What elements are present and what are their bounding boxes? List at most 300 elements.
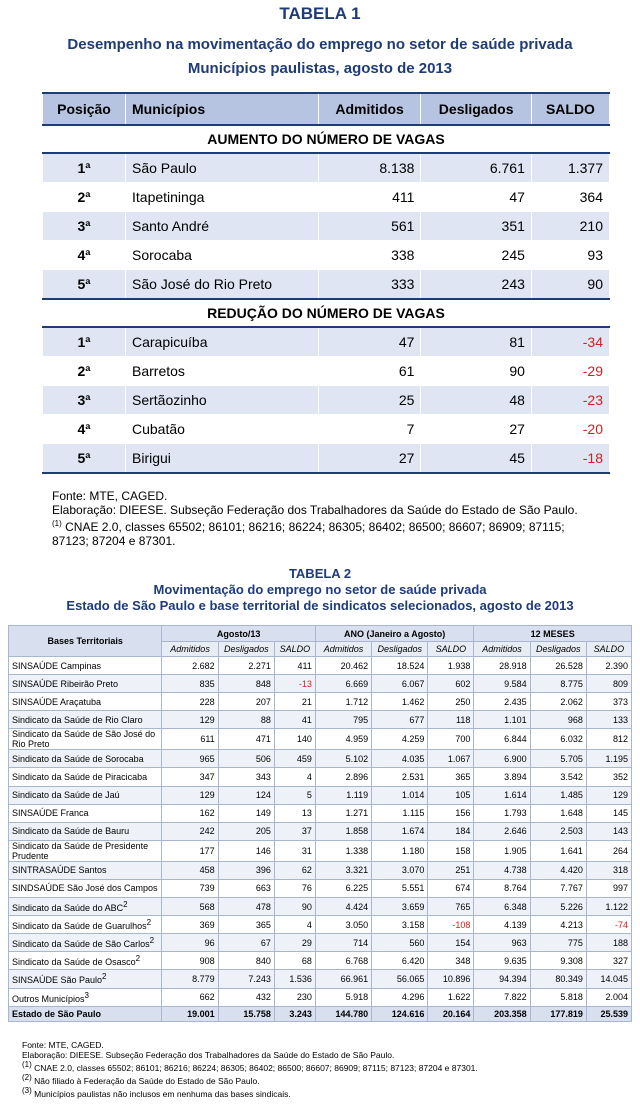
value-cell: 662: [162, 988, 218, 1006]
balance-cell: -20: [531, 415, 609, 444]
value-cell: 365: [218, 916, 274, 934]
balance-cell: 1.377: [531, 153, 609, 183]
value-cell: 143: [586, 822, 631, 840]
value-cell: 471: [218, 729, 274, 750]
table1-title: TABELA 1: [279, 4, 361, 23]
value-cell: 5.226: [530, 898, 586, 916]
value-cell: 177: [162, 840, 218, 861]
table-row: [9, 879, 632, 897]
footnote-text: CNAE 2.0, classes 65502; 86101; 86216; 86224; 86305; 86402; 86500; 86607; 86909; 87115;: [61, 520, 565, 534]
header-admitted: Admitidos: [318, 93, 421, 125]
table-row: [43, 183, 610, 212]
table-row: [9, 898, 632, 916]
territorial-base-cell: [9, 952, 162, 970]
territorial-base-name: Sindicato da Saúde de Osasco: [12, 957, 136, 968]
territorial-base-cell: [9, 729, 162, 750]
value-cell: 5: [274, 786, 315, 804]
value-cell: 264: [586, 840, 631, 861]
value-cell: 1.485: [530, 786, 586, 804]
territorial-base-cell: [9, 711, 162, 729]
table-row: [43, 444, 610, 474]
value-cell: -13: [274, 675, 315, 693]
position-cell: 1ª: [43, 153, 126, 183]
value-cell: 6.067: [372, 675, 428, 693]
territorial-base-name: Sindicato da Saúde de Bauru: [12, 826, 130, 837]
value-cell: 7.243: [218, 970, 274, 988]
value-cell: 251: [428, 861, 474, 879]
footnote-mark: (1): [52, 519, 62, 528]
value-cell: 1.122: [586, 898, 631, 916]
footnote-mark: 2: [123, 900, 128, 910]
table2-footnote-2: [22, 1073, 622, 1086]
table-row: [43, 212, 610, 241]
value-cell: 2.503: [530, 822, 586, 840]
territorial-base-cell: [9, 970, 162, 988]
territorial-base-name: Sindicato da Saúde de Sorocaba: [12, 753, 144, 764]
value-cell: 5.705: [530, 750, 586, 768]
value-cell: 506: [218, 750, 274, 768]
admitted-cell: 8.138: [318, 153, 421, 183]
value-cell: 840: [218, 952, 274, 970]
header-group-august: Agosto/13: [162, 626, 315, 642]
subheader-balance: SALDO: [586, 642, 631, 657]
header-group-12-months: 12 MESES: [474, 626, 632, 642]
value-cell: 5.818: [530, 988, 586, 1006]
table2-title-block: [0, 566, 640, 614]
value-cell: 348: [428, 952, 474, 970]
value-cell: 963: [474, 934, 530, 952]
value-cell: 1.938: [428, 657, 474, 675]
balance-cell: -29: [531, 357, 609, 386]
value-cell: 184: [428, 822, 474, 840]
dismissed-cell: 351: [421, 212, 531, 241]
territorial-base-cell: [9, 804, 162, 822]
value-cell: 3.542: [530, 768, 586, 786]
table-row: [9, 675, 632, 693]
value-cell: 2.896: [315, 768, 371, 786]
value-cell: 812: [586, 729, 631, 750]
admitted-cell: 27: [318, 444, 421, 474]
value-cell: 8.779: [162, 970, 218, 988]
table-row: [43, 357, 610, 386]
value-cell: 162: [162, 804, 218, 822]
territorial-base-cell: [9, 675, 162, 693]
table-row: [43, 415, 610, 444]
value-cell: 968: [530, 711, 586, 729]
value-cell: 6.669: [315, 675, 371, 693]
value-cell: 4.424: [315, 898, 371, 916]
territorial-base-name: SINSAÚDE Araçatuba: [12, 696, 102, 707]
position-cell: 4ª: [43, 415, 126, 444]
table1-subtitle-2: Municípios paulistas, agosto de 2013: [187, 60, 453, 77]
value-cell: 8.775: [530, 675, 586, 693]
subheader-balance: SALDO: [428, 642, 474, 657]
value-cell: 775: [530, 934, 586, 952]
footnote-mark: 2: [135, 954, 141, 964]
value-cell: 1.674: [372, 822, 428, 840]
value-cell: 5.102: [315, 750, 371, 768]
balance-cell: -18: [531, 444, 609, 474]
value-cell: -74: [586, 916, 631, 934]
value-cell: 3.158: [372, 916, 428, 934]
value-cell: 26.528: [530, 657, 586, 675]
value-cell: 18.524: [372, 657, 428, 675]
table2-notes: [22, 1040, 622, 1098]
header-dismissed: Desligados: [421, 93, 531, 125]
territorial-base-cell: [9, 861, 162, 879]
value-cell: 88: [218, 711, 274, 729]
value-cell: 5.918: [315, 988, 371, 1006]
value-cell: 2.062: [530, 693, 586, 711]
footnote-mark: 3: [84, 990, 89, 1000]
value-cell: 41: [274, 711, 315, 729]
table-row: [9, 804, 632, 822]
table1: [42, 92, 610, 474]
value-cell: 129: [586, 786, 631, 804]
value-cell: 21: [274, 693, 315, 711]
total-value-cell: 124.616: [372, 1006, 428, 1021]
table2-title: TABELA 2: [288, 566, 352, 581]
balance-cell: -34: [531, 327, 609, 357]
value-cell: 1.462: [372, 693, 428, 711]
value-cell: 14.045: [586, 970, 631, 988]
table1-container: [42, 92, 610, 474]
value-cell: 1.536: [274, 970, 315, 988]
value-cell: 28.918: [474, 657, 530, 675]
value-cell: 458: [162, 861, 218, 879]
table-row: [43, 386, 610, 415]
value-cell: 6.032: [530, 729, 586, 750]
value-cell: 1.622: [428, 988, 474, 1006]
section-increase: [43, 125, 610, 153]
dismissed-cell: 27: [421, 415, 531, 444]
table2-subtitle-2: Estado de São Paulo e base territorial de sindicatos selecionados, agosto de 2013: [66, 598, 574, 613]
value-cell: 228: [162, 693, 218, 711]
municipality-cell: Santo André: [126, 212, 319, 241]
value-cell: 3.659: [372, 898, 428, 916]
position-cell: 2ª: [43, 183, 126, 212]
territorial-base-cell: [9, 750, 162, 768]
value-cell: 2.004: [586, 988, 631, 1006]
value-cell: 149: [218, 804, 274, 822]
value-cell: 56.065: [372, 970, 428, 988]
value-cell: 4.420: [530, 861, 586, 879]
value-cell: 1.119: [315, 786, 371, 804]
table-row: [9, 916, 632, 934]
value-cell: 1.905: [474, 840, 530, 861]
table2-subtitle-1: Movimentação do emprego no setor de saúde privada: [153, 582, 487, 597]
value-cell: 188: [586, 934, 631, 952]
territorial-base-cell: [9, 822, 162, 840]
value-cell: 327: [586, 952, 631, 970]
table1-body: [43, 125, 610, 473]
header-position: Posição: [43, 93, 126, 125]
table-row: [9, 693, 632, 711]
balance-cell: 210: [531, 212, 609, 241]
balance-cell: -23: [531, 386, 609, 415]
value-cell: 677: [372, 711, 428, 729]
territorial-base-name: Sindicato da Saúde de Rio Claro: [12, 714, 143, 725]
table1-source-note: Fonte: MTE, CAGED.: [52, 489, 168, 503]
value-cell: 2.390: [586, 657, 631, 675]
territorial-base-name: SINSAÚDE Ribeirão Preto: [12, 678, 119, 689]
value-cell: 105: [428, 786, 474, 804]
table-row: [9, 786, 632, 804]
value-cell: 4.035: [372, 750, 428, 768]
territorial-base-cell: [9, 768, 162, 786]
position-cell: 5ª: [43, 270, 126, 300]
value-cell: 997: [586, 879, 631, 897]
territorial-base-cell: [9, 898, 162, 916]
value-cell: 66.961: [315, 970, 371, 988]
dismissed-cell: 47: [421, 183, 531, 212]
territorial-base-cell: [9, 786, 162, 804]
value-cell: 29: [274, 934, 315, 952]
value-cell: 347: [162, 768, 218, 786]
dismissed-cell: 45: [421, 444, 531, 474]
value-cell: 90: [274, 898, 315, 916]
admitted-cell: 561: [318, 212, 421, 241]
value-cell: 6.900: [474, 750, 530, 768]
value-cell: 9.308: [530, 952, 586, 970]
subheader-admitted: Admitidos: [474, 642, 530, 657]
footnote-mark: (3): [22, 1085, 32, 1095]
value-cell: 156: [428, 804, 474, 822]
value-cell: 5.551: [372, 879, 428, 897]
footnote-text: Municípios paulistas não inclusos em nenhuma das bases sindicais.: [31, 1088, 291, 1099]
value-cell: 96: [162, 934, 218, 952]
value-cell: 674: [428, 879, 474, 897]
table-row: [9, 822, 632, 840]
value-cell: 6.768: [315, 952, 371, 970]
header-municipalities: Municípios: [126, 93, 319, 125]
total-value-cell: 177.819: [530, 1006, 586, 1021]
value-cell: 396: [218, 861, 274, 879]
table2-footnote-3: [22, 1086, 622, 1099]
value-cell: 739: [162, 879, 218, 897]
subheader-admitted: Admitidos: [162, 642, 218, 657]
value-cell: 242: [162, 822, 218, 840]
territorial-base-cell: [9, 934, 162, 952]
total-value-cell: 19.001: [162, 1006, 218, 1021]
table-row: [9, 861, 632, 879]
value-cell: 1.014: [372, 786, 428, 804]
value-cell: 1.101: [474, 711, 530, 729]
value-cell: 4.259: [372, 729, 428, 750]
table-row: [9, 750, 632, 768]
total-value-cell: 25.539: [586, 1006, 631, 1021]
value-cell: 129: [162, 711, 218, 729]
value-cell: 2.435: [474, 693, 530, 711]
dismissed-cell: 245: [421, 241, 531, 270]
municipality-cell: Itapetininga: [126, 183, 319, 212]
value-cell: 1.793: [474, 804, 530, 822]
balance-cell: 364: [531, 183, 609, 212]
position-cell: 3ª: [43, 212, 126, 241]
value-cell: 2.682: [162, 657, 218, 675]
value-cell: 1.858: [315, 822, 371, 840]
footnote-text: CNAE 2.0, classes 65502; 86101; 86216; 86224; 86305; 86402; 86500; 86607; 86909; 87115; 87123; 87204 e 87301.: [31, 1062, 478, 1073]
value-cell: 568: [162, 898, 218, 916]
table-row: [43, 270, 610, 300]
value-cell: 133: [586, 711, 631, 729]
value-cell: 369: [162, 916, 218, 934]
value-cell: 9.635: [474, 952, 530, 970]
territorial-base-cell: [9, 657, 162, 675]
table-row: [9, 934, 632, 952]
value-cell: 37: [274, 822, 315, 840]
value-cell: 3.894: [474, 768, 530, 786]
value-cell: 343: [218, 768, 274, 786]
table1-subtitle-1: Desempenho na movimentação do emprego no setor de saúde privada: [67, 36, 573, 53]
municipality-cell: Barretos: [126, 357, 319, 386]
value-cell: 4.296: [372, 988, 428, 1006]
value-cell: 3.070: [372, 861, 428, 879]
territorial-base-name: SINTRASAÚDE Santos: [12, 865, 107, 876]
value-cell: 373: [586, 693, 631, 711]
value-cell: 118: [428, 711, 474, 729]
territorial-base-name: Sindicato da Saúde de Guarulhos: [12, 921, 147, 932]
dismissed-cell: 81: [421, 327, 531, 357]
value-cell: 848: [218, 675, 274, 693]
section-increase-label: AUMENTO DO NÚMERO DE VAGAS: [43, 125, 610, 153]
territorial-base-name: Sindicato da Saúde de Presidente Prudente: [12, 840, 149, 861]
footnote-mark: 2: [146, 918, 152, 928]
total-value-cell: 20.164: [428, 1006, 474, 1021]
dismissed-cell: 6.761: [421, 153, 531, 183]
table-row: [9, 768, 632, 786]
value-cell: 4.738: [474, 861, 530, 879]
table2-group-header-row: [9, 626, 632, 642]
value-cell: 4.139: [474, 916, 530, 934]
section-decrease-label: REDUÇÃO DO NÚMERO DE VAGAS: [43, 299, 610, 327]
territorial-base-name: Sindicato da Saúde de São Carlos: [12, 939, 150, 950]
territorial-base-name: Sindicato da Saúde de Jaú: [12, 790, 120, 801]
value-cell: 67: [218, 934, 274, 952]
value-cell: 7.822: [474, 988, 530, 1006]
subheader-dismissed: Desligados: [372, 642, 428, 657]
table-row: [9, 970, 632, 988]
total-value-cell: 144.780: [315, 1006, 371, 1021]
value-cell: 1.180: [372, 840, 428, 861]
total-row: [9, 1006, 632, 1021]
municipality-cell: Sertãozinho: [126, 386, 319, 415]
value-cell: 3.321: [315, 861, 371, 879]
table-row: [43, 327, 610, 357]
value-cell: 809: [586, 675, 631, 693]
table-row: [43, 241, 610, 270]
header-balance: SALDO: [531, 93, 609, 125]
value-cell: 4: [274, 768, 315, 786]
territorial-base-name: SINSAÚDE São Paulo: [12, 975, 103, 986]
admitted-cell: 7: [318, 415, 421, 444]
value-cell: 2.271: [218, 657, 274, 675]
value-cell: 6.844: [474, 729, 530, 750]
table1-header-row: [43, 93, 610, 125]
table2-elaboration-note: Elaboração: DIEESE. Subseção Federação dos Trabalhadores da Saúde do Estado de São Paulo.: [22, 1050, 395, 1060]
value-cell: 68: [274, 952, 315, 970]
table2-container: [8, 625, 632, 1022]
municipality-cell: Cubatão: [126, 415, 319, 444]
table-row: [9, 711, 632, 729]
value-cell: 94.394: [474, 970, 530, 988]
value-cell: 965: [162, 750, 218, 768]
table1-elaboration-note: Elaboração: DIEESE. Subseção Federação dos Trabalhadores da Saúde do Estado de São Paulo.: [52, 502, 578, 517]
table-row: [9, 729, 632, 750]
value-cell: 230: [274, 988, 315, 1006]
value-cell: 4.959: [315, 729, 371, 750]
value-cell: 3.050: [315, 916, 371, 934]
territorial-base-cell: [9, 840, 162, 861]
value-cell: 76: [274, 879, 315, 897]
value-cell: 2.646: [474, 822, 530, 840]
territorial-base-name: Sindicato da Saúde do ABC: [12, 903, 124, 914]
table-row: [43, 153, 610, 183]
dismissed-cell: 48: [421, 386, 531, 415]
admitted-cell: 411: [318, 183, 421, 212]
value-cell: 352: [586, 768, 631, 786]
value-cell: 365: [428, 768, 474, 786]
value-cell: 145: [586, 804, 631, 822]
territorial-base-name: SINSAÚDE Franca: [12, 808, 89, 819]
table2-source-note: Fonte: MTE, CAGED.: [22, 1040, 104, 1050]
admitted-cell: 338: [318, 241, 421, 270]
position-cell: 4ª: [43, 241, 126, 270]
total-value-cell: 15.758: [218, 1006, 274, 1021]
table-row: [9, 840, 632, 861]
subheader-balance: SALDO: [274, 642, 315, 657]
value-cell: 1.067: [428, 750, 474, 768]
table-row: [9, 988, 632, 1006]
value-cell: 2.531: [372, 768, 428, 786]
value-cell: 318: [586, 861, 631, 879]
value-cell: 1.641: [530, 840, 586, 861]
value-cell: 6.420: [372, 952, 428, 970]
value-cell: 205: [218, 822, 274, 840]
value-cell: 478: [218, 898, 274, 916]
footnote-mark: (1): [22, 1060, 32, 1069]
total-value-cell: 203.358: [474, 1006, 530, 1021]
municipality-cell: São Paulo: [126, 153, 319, 183]
table-row: [9, 657, 632, 675]
territorial-base-name: Outros Municípios: [12, 993, 85, 1004]
value-cell: 765: [428, 898, 474, 916]
value-cell: 250: [428, 693, 474, 711]
value-cell: 1.115: [372, 804, 428, 822]
subheader-dismissed: Desligados: [530, 642, 586, 657]
value-cell: 7.767: [530, 879, 586, 897]
table2-footnote-1: [22, 1060, 622, 1073]
table2-body: [9, 657, 632, 1022]
value-cell: 1.338: [315, 840, 371, 861]
table2: [8, 625, 632, 1022]
header-group-year: ANO (Janeiro a Agosto): [315, 626, 474, 642]
value-cell: 908: [162, 952, 218, 970]
balance-cell: 93: [531, 241, 609, 270]
value-cell: 700: [428, 729, 474, 750]
dismissed-cell: 90: [421, 357, 531, 386]
value-cell: -108: [428, 916, 474, 934]
admitted-cell: 25: [318, 386, 421, 415]
value-cell: 602: [428, 675, 474, 693]
admitted-cell: 61: [318, 357, 421, 386]
value-cell: 20.462: [315, 657, 371, 675]
value-cell: 154: [428, 934, 474, 952]
value-cell: 140: [274, 729, 315, 750]
table-row: [9, 952, 632, 970]
value-cell: 31: [274, 840, 315, 861]
footnote-mark: 2: [149, 936, 155, 946]
